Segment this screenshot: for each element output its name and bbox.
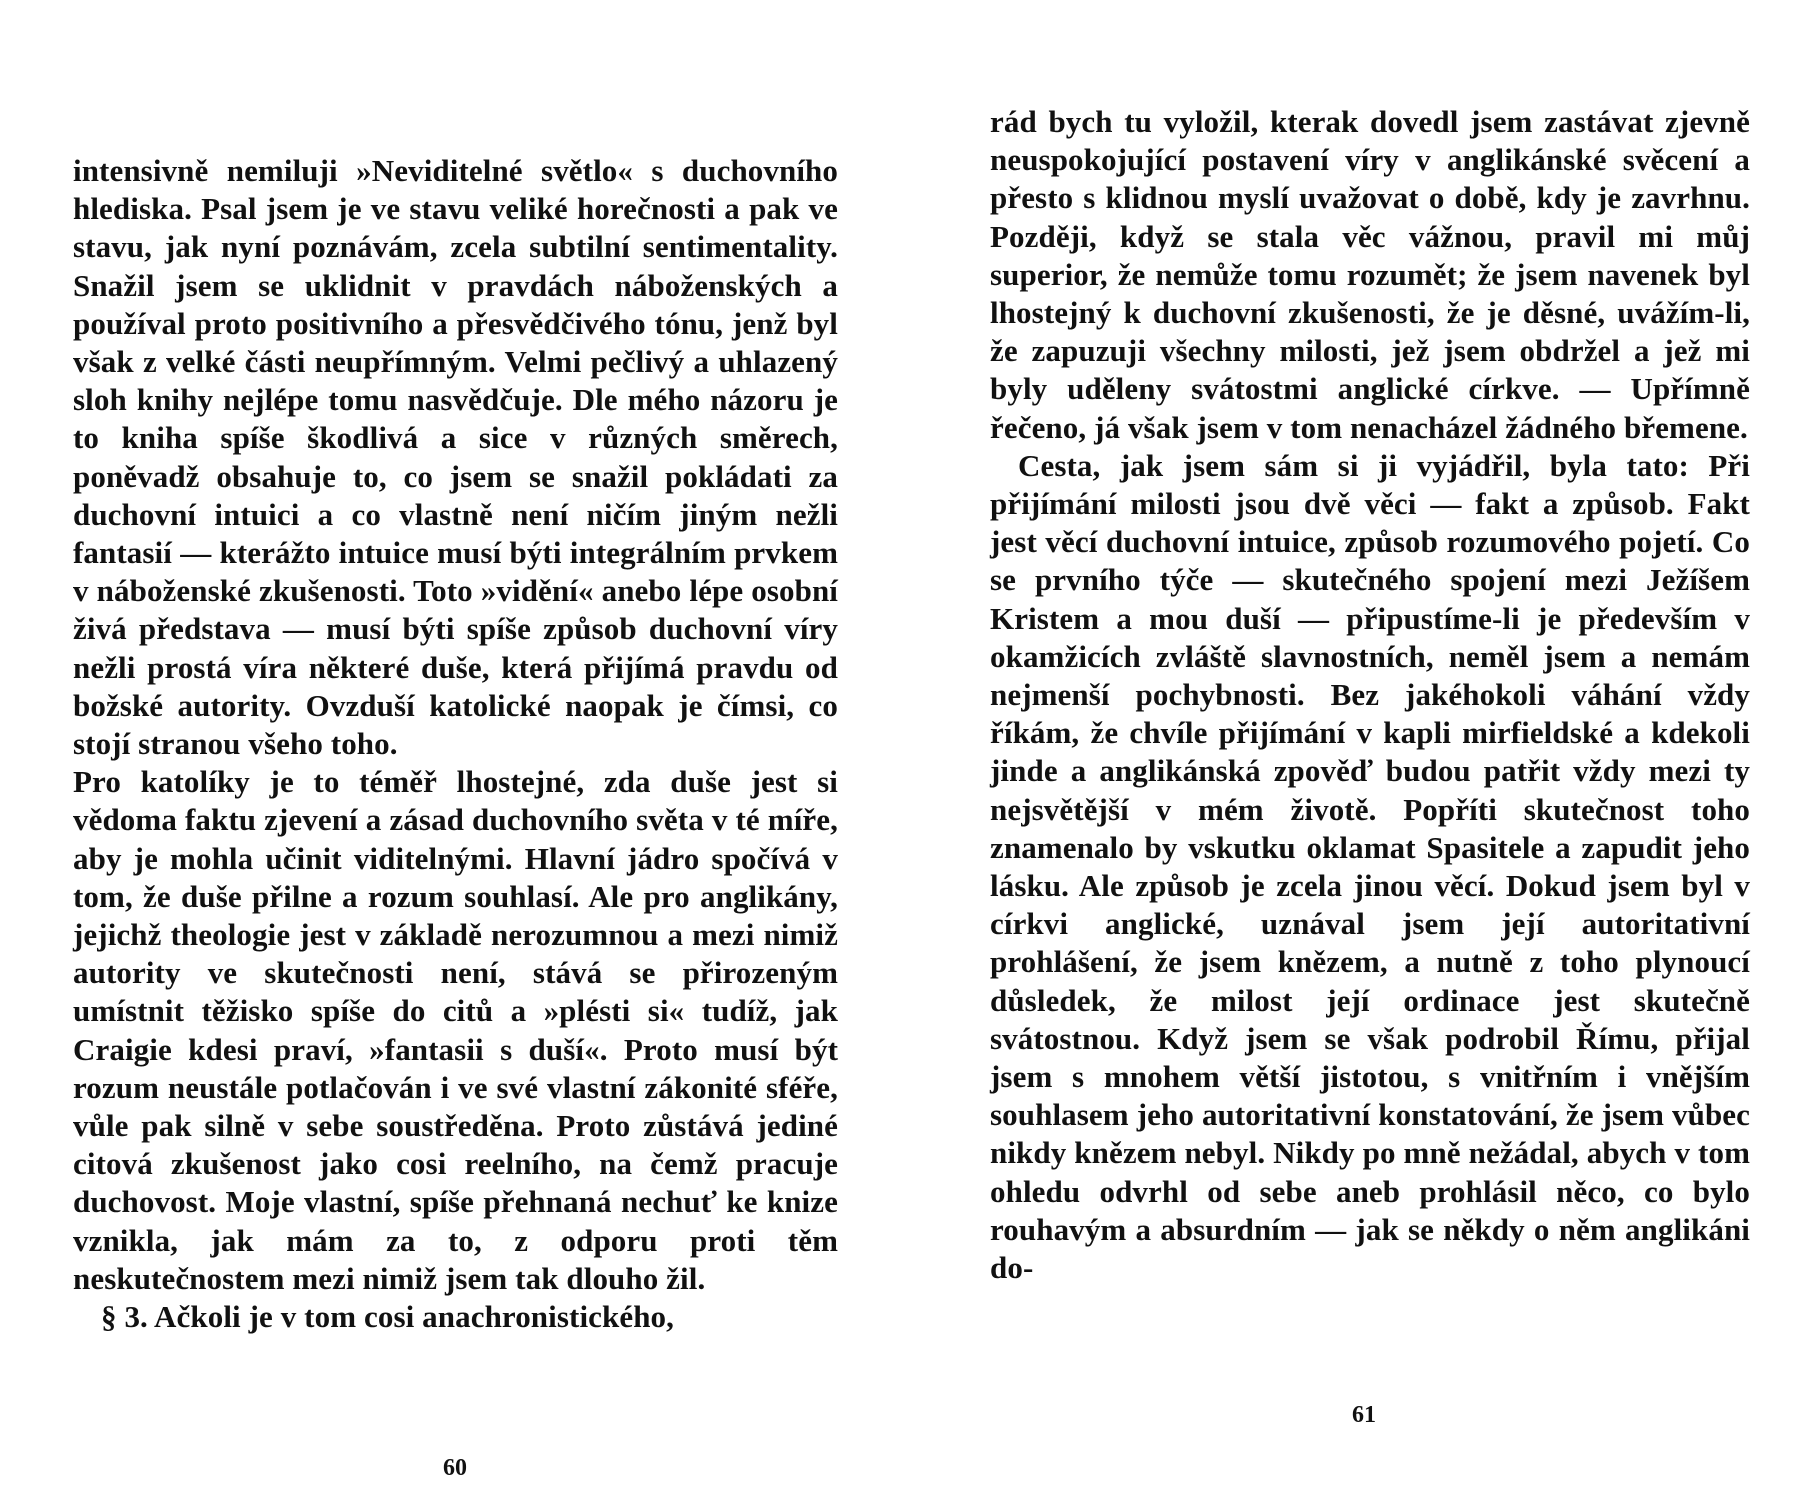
right-page <box>909 0 1818 1500</box>
left-page-text <box>73 152 838 1336</box>
left-page-number: 60 <box>443 1455 467 1481</box>
right-paragraph-2: Cesta, jak jsem sám si ji vyjádřil, byla tato: Při přijímání milosti jsou dvě věci — fakt a způsob. Fakt jest věcí duchovní intuice, způsob rozumového pojetí. Co se prvního týče — skutečného spojení mezi Ježíšem Kristem a mou duší — připustíme-li je především v okamžicích zvláště slavnostních, neměl jsem a nemám nejmenší pochybnosti. Bez jakéhokoli váhání vždy říkám, že chvíle přijímání v kapli mirfieldské a kdekoli jinde a anglikánská zpověď budou patřit vždy mezi ty nejsvětější v mém životě. Popříti skutečnost toho znamenalo by vskutku oklamat Spasitele a zapudit jeho lásku. Ale způsob je zcela jinou věcí. Dokud jsem byl v církvi anglické, uznával jsem její autoritativní prohlášení, že jsem knězem, a nutně z toho plynoucí důsledek, že milost její ordinace jest skutečně svátostnou. Když jsem se však podrobil Římu, přijal jsem s mnohem větší jistotou, s vnitřním i vnějším souhlasem jeho autoritativní konstatování, že jsem vůbec nikdy knězem nebyl. Nikdy po mně nežádal, abych v tom ohledu odvrhl od sebe aneb prohlásil něco, co bylo rouhavým a absurdním — jak se někdy o něm anglikáni do- <box>990 447 1750 1286</box>
right-page-number: 61 <box>1352 1402 1376 1428</box>
left-paragraph-1: intensivně nemiluji »Neviditelné světlo« s duchovního hlediska. Psal jsem je ve stavu veliké horečnosti a pak ve stavu, jak nyní poznávám, zcela subtilní sentimentality. Snažil jsem se uklidnit v pravdách náboženských a používal proto positivního a přesvědčivého tónu, jenž byl však z velké části neupřímným. Velmi pečlivý a uhlazený sloh knihy nejlépe tomu nasvědčuje. Dle mého názoru je to kniha spíše škodlivá a sice v různých směrech, poněvadž obsahuje to, co jsem se snažil pokládati za duchovní intuici a co vlastně není ničím jiným nežli fantasií — kterážto intuice musí býti integrálním prvkem v náboženské zkušenosti. Toto »vidění« anebo lépe osobní živá představa — musí býti spíše způsob duchovní víry nežli prostá víra některé duše, která přijímá pravdu od božské autority. Ovzduší katolické naopak je čímsi, co stojí stranou všeho toho. <box>73 153 838 762</box>
right-page-text <box>990 103 1750 1287</box>
right-paragraph-1: rád bych tu vyložil, kterak dovedl jsem zastávat zjevně neuspokojující postavení víry v anglikánské svěcení a přesto s klidnou myslí uvažovat o době, kdy je zavrhnu. Později, když se stala věc vážnou, pravil mi můj superior, že nemůže tomu rozumět; že jsem navenek byl lhostejný k duchovní zkušenosti, že je děsné, uvážím-li, že zapuzuji všechny milosti, jež jsem obdržel a jež mi byly uděleny svátostmi anglické církve. — Upřímně řečeno, já však jsem v tom nenacházel žádného břemene. <box>990 104 1750 445</box>
left-paragraph-3: § 3. Ačkoli je v tom cosi anachronistického, <box>101 1299 675 1335</box>
left-paragraph-2: Pro katolíky je to téměř lhostejné, zda duše jest si vědoma faktu zjevení a zásad duchovního světa v té míře, aby je mohla učinit viditelnými. Hlavní jádro spočívá v tom, že duše přilne a rozum souhlasí. Ale pro anglikány, jejichž theologie jest v základě nerozumnou a mezi nimiž autority ve skutečnosti není, stává se přirozeným umístnit těžisko spíše do citů a »plésti si« tudíž, jak Craigie kdesi praví, »fantasii s duší«. Proto musí být rozum neustále potlačován i ve své vlastní zákonité sféře, vůle pak silně v sebe soustředěna. Proto zůstává jediné citová zkušenost jako cosi reelního, na čemž pracuje duchovost. Moje vlastní, spíše přehnaná nechuť ke knize vznikla, jak mám za to, z odporu proti těm neskutečnostem mezi nimiž jsem tak dlouho žil. <box>73 764 838 1296</box>
